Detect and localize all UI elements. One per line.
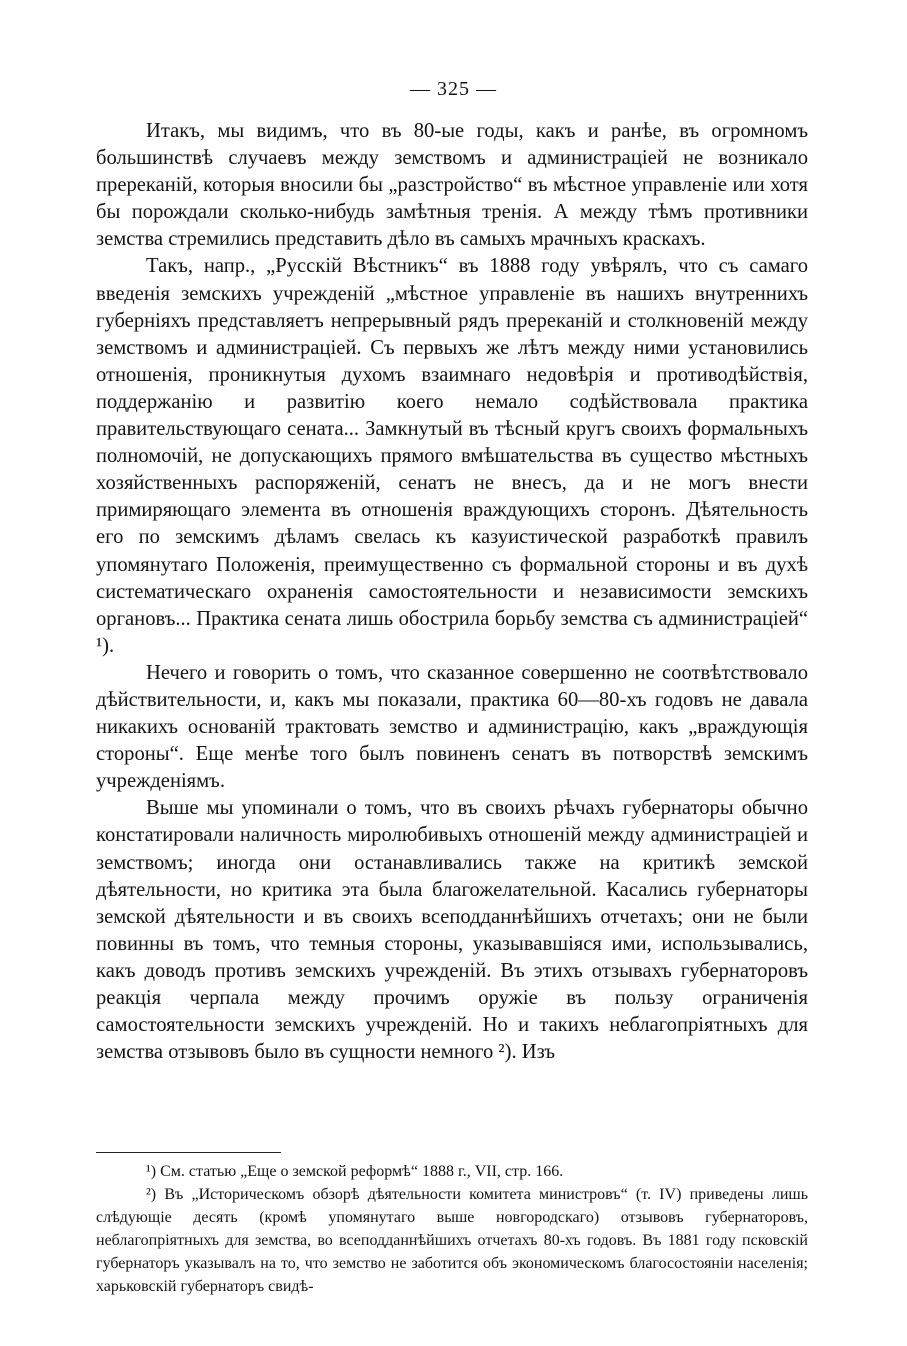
paragraph-2: Такъ, напр., „Русскій Вѣстникъ“ въ 1888 году увѣрялъ, что съ самаго введенія земскихъ учрежденій „мѣстное управленіе въ нашихъ внутреннихъ губерніяхъ представляетъ непрерывный рядъ пререканій и столкновеній между земствомъ и администраціей. Съ первыхъ же лѣтъ между ними установились отношенія, проникнутыя духомъ взаимнаго недовѣрія и противодѣйствія, поддержанію и развитію коего немало содѣйствовала практика правительствующаго сената... Замкнутый въ тѣсный кругъ своихъ формальныхъ полномочій, не допускающихъ прямого вмѣшательства въ существо мѣстныхъ хозяйственныхъ распоряженій, сенатъ не внесъ, да и не могъ внести примиряющаго элемента въ отношенія враждующихъ сторонъ. Дѣятельность его по земскимъ дѣламъ свелась къ казуистической разработкѣ правилъ упомянутаго Положенія, преимущественно съ формальной стороны и въ духѣ систематическаго охраненія самостоятельности и независимости земскихъ органовъ... Практика сената лишь обострила борьбу земства съ администраціей“ ¹). xyxy=(96,255,808,657)
paragraph-4: Выше мы упоминали о томъ, что въ своихъ рѣчахъ губернаторы обычно констатировали наличность миролюбивыхъ отношеній между администраціей и земствомъ; иногда они останавливались также на критикѣ земской дѣятельности, но критика эта была благожелательной. Касались губернаторы земской дѣятельности и въ своихъ всеподданнѣйшихъ отчетахъ; они не были повинны въ томъ, что темныя стороны, указывавшіяся ими, использывались, какъ доводъ противъ земскихъ учрежденій. Въ этихъ отзывахъ губернаторовъ реакція черпала между прочимъ оружіе въ пользу ограниченія самостоятельности земскихъ учрежденій. Но и такихъ неблагопріятныхъ для земства отзывовъ было въ сущности немного ²). Изъ xyxy=(96,797,808,1064)
paragraph-3: Нечего и говорить о томъ, что сказанное совершенно не соотвѣтствовало дѣйствительности, и, какъ мы показали, практика 60—80-хъ годовъ не давала никакихъ основаній трактовать земство и администрацію, какъ „враждующія стороны“. Еще менѣе того былъ повиненъ сенатъ въ потворствѣ земскимъ учрежденіямъ. xyxy=(96,661,808,793)
page-number: — 325 — xyxy=(410,78,497,100)
footnote-1: ¹) См. статью „Еще о земской реформѣ“ 1888 г., VII, стр. 166. xyxy=(146,1163,564,1180)
footnote-2: ²) Въ „Историческомъ обзорѣ дѣятельности комитета министровъ“ (т. IV) приведены лишь слѣдующіе десять (кромѣ упомянутаго выше новгородскаго) отзывовъ губернаторовъ, неблагопріятныхъ для земства, во всеподданнѣйшихъ отчетахъ 80-хъ годовъ. Въ 1881 году псковскій губернаторъ указывалъ на то, что земство не заботится объ экономическомъ благосостояніи населенія; харьковскій губернаторъ свидѣ- xyxy=(96,1186,808,1295)
paragraph-1: Итакъ, мы видимъ, что въ 80-ые годы, какъ и ранѣе, въ огромномъ большинствѣ случаевъ между земствомъ и администраціей не возникало пререканій, которыя вносили бы „разстройство“ въ мѣстное управленіе или хотя бы порождали сколько-нибудь замѣтныя тренія. А между тѣмъ противники земства стремились представить дѣло въ самыхъ мрачныхъ краскахъ. xyxy=(96,120,808,251)
footnote-separator xyxy=(96,1152,281,1153)
footnotes xyxy=(96,1160,808,1298)
main-text xyxy=(96,118,808,1066)
